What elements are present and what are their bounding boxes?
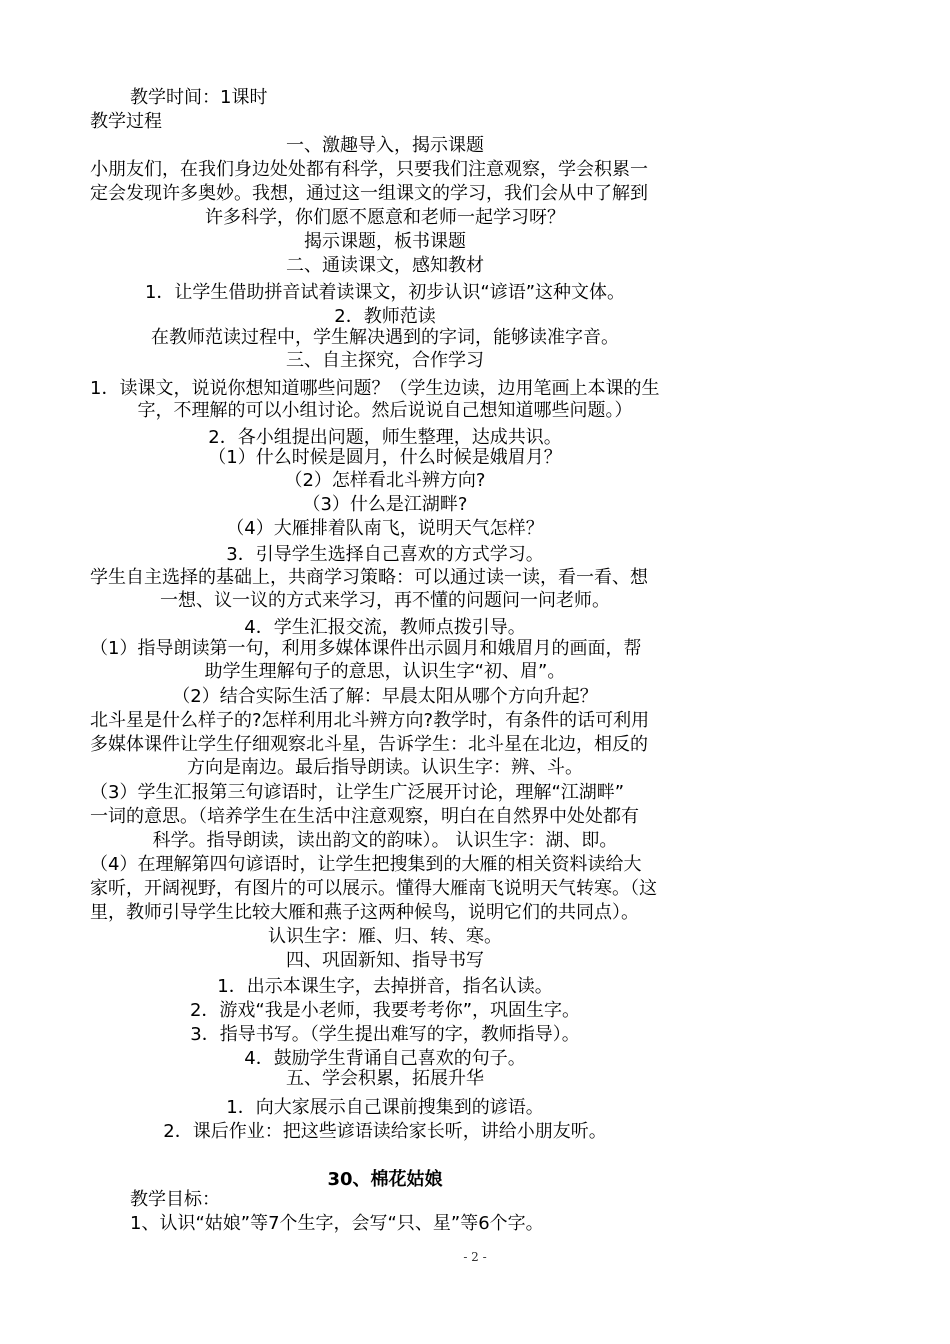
list-item: 1．向大家展示自己课前搜集到的谚语。 xyxy=(226,1097,544,1118)
paragraph-line: 北斗星是什么样子的?怎样利用北斗辨方向?教学时，有条件的话可利用 xyxy=(90,710,650,731)
paragraph-line: 在教师范读过程中，学生解决遇到的字词，能够读准字音。 xyxy=(151,327,619,348)
paragraph-line: 家听，开阔视野，有图片的可以展示。懂得大雁南飞说明天气转寒。（这 xyxy=(90,878,657,899)
paragraph-line: 定会发现许多奥妙。我想，通过这一组课文的学习，我们会从中了解到 xyxy=(90,183,648,204)
paragraph-line: 科学。指导朗读，读出韵文的韵味）。 认识生字：湖、即。 xyxy=(152,830,618,851)
paragraph-line: 学生自主选择的基础上，共商学习策略：可以通过读一读，看一看、想 xyxy=(90,567,648,588)
paragraph-line: 1．读课文，说说你想知道哪些问题？（学生边读，边用笔画上本课的生 xyxy=(90,378,660,399)
paragraph-line: （1）指导朗读第一句，利用多媒体课件出示圆月和娥眉月的画面，帮 xyxy=(90,638,642,659)
paragraph-line: 一想、议一议的方式来学习，再不懂的问题问一问老师。 xyxy=(160,590,610,611)
paragraph-line: 3．引导学生选择自己喜欢的方式学习。 xyxy=(226,544,544,565)
paragraph-line: 多媒体课件让学生仔细观察北斗星，告诉学生：北斗星在北边，相反的 xyxy=(90,734,648,755)
section-heading: 教学过程 xyxy=(90,111,162,132)
paragraph-line: （3）学生汇报第三句谚语时，让学生广泛展开讨论，理解“江湖畔” xyxy=(90,782,625,803)
paragraph-line: 方向是南边。最后指导朗读。认识生字：辨、斗。 xyxy=(187,757,583,778)
list-item: 3．指导书写。（学生提出难写的字，教师指导）。 xyxy=(190,1024,580,1045)
page-number: - 2 - xyxy=(463,1250,487,1264)
lesson-title: 30、棉花姑娘 xyxy=(327,1169,443,1190)
paragraph-line: 2．各小组提出问题，师生整理，达成共识。 xyxy=(208,427,562,448)
list-item: 2．课后作业：把这些谚语读给家长听，讲给小朋友听。 xyxy=(163,1121,607,1142)
section-heading: 一、激趣导入，揭示课题 xyxy=(286,135,484,156)
paragraph-line: 里，教师引导学生比较大雁和燕子这两种候鸟，说明它们的共同点）。 xyxy=(90,902,639,923)
question-item: （3）什么是江湖畔? xyxy=(302,494,468,515)
paragraph-line: 助学生理解句子的意思，认识生字“初、眉”。 xyxy=(204,661,566,682)
section-heading: 二、通读课文，感知教材 xyxy=(286,255,484,276)
list-item: 1．出示本课生字，去掉拼音，指名认读。 xyxy=(217,976,553,997)
list-item: 4．鼓励学生背诵自己喜欢的句子。 xyxy=(244,1048,526,1069)
paragraph-line: 许多科学，你们愿不愿意和老师一起学习呀？ xyxy=(205,207,565,228)
paragraph-line: 字，不理解的可以小组讨论。然后说说自己想知道哪些问题。） xyxy=(137,400,633,421)
paragraph-line: 小朋友们，在我们身边处处都有科学，只要我们注意观察，学会积累一 xyxy=(90,159,648,180)
section-heading: 四、巩固新知、指导书写 xyxy=(286,950,484,971)
section-heading: 教学目标： xyxy=(130,1189,220,1210)
section-heading: 三、自主探究，合作学习 xyxy=(286,350,484,371)
paragraph-line: 一词的意思。（培养学生在生活中注意观察，明白在自然界中处处都有 xyxy=(90,806,639,827)
question-item: （4）大雁排着队南飞，说明天气怎样？ xyxy=(226,518,544,539)
list-item: 1、认识“姑娘”等7个生字，会写“只、星”等6个字。 xyxy=(130,1213,544,1234)
question-item: （1）什么时候是圆月，什么时候是娥眉月？ xyxy=(208,447,562,468)
paragraph-line: （2）结合实际生活了解：早晨太阳从哪个方向升起？ xyxy=(172,686,598,707)
paragraph-line: 揭示课题，板书课题 xyxy=(304,231,466,252)
paragraph-line: 2．教师范读 xyxy=(334,306,436,327)
paragraph-line: 4．学生汇报交流，教师点拨引导。 xyxy=(244,617,526,638)
teaching-time: 教学时间：1课时 xyxy=(130,87,268,108)
paragraph-line: （4）在理解第四句谚语时，让学生把搜集到的大雁的相关资料读给大 xyxy=(90,854,642,875)
question-item: （2）怎样看北斗辨方向? xyxy=(284,470,486,491)
paragraph-line: 认识生字：雁、归、转、寒。 xyxy=(268,926,502,947)
section-heading: 五、学会积累，拓展升华 xyxy=(286,1068,484,1089)
paragraph-line: 1．让学生借助拼音试着读课文，初步认识“谚语”这种文体。 xyxy=(144,282,626,303)
list-item: 2．游戏“我是小老师，我要考考你”，巩固生字。 xyxy=(189,1000,581,1021)
